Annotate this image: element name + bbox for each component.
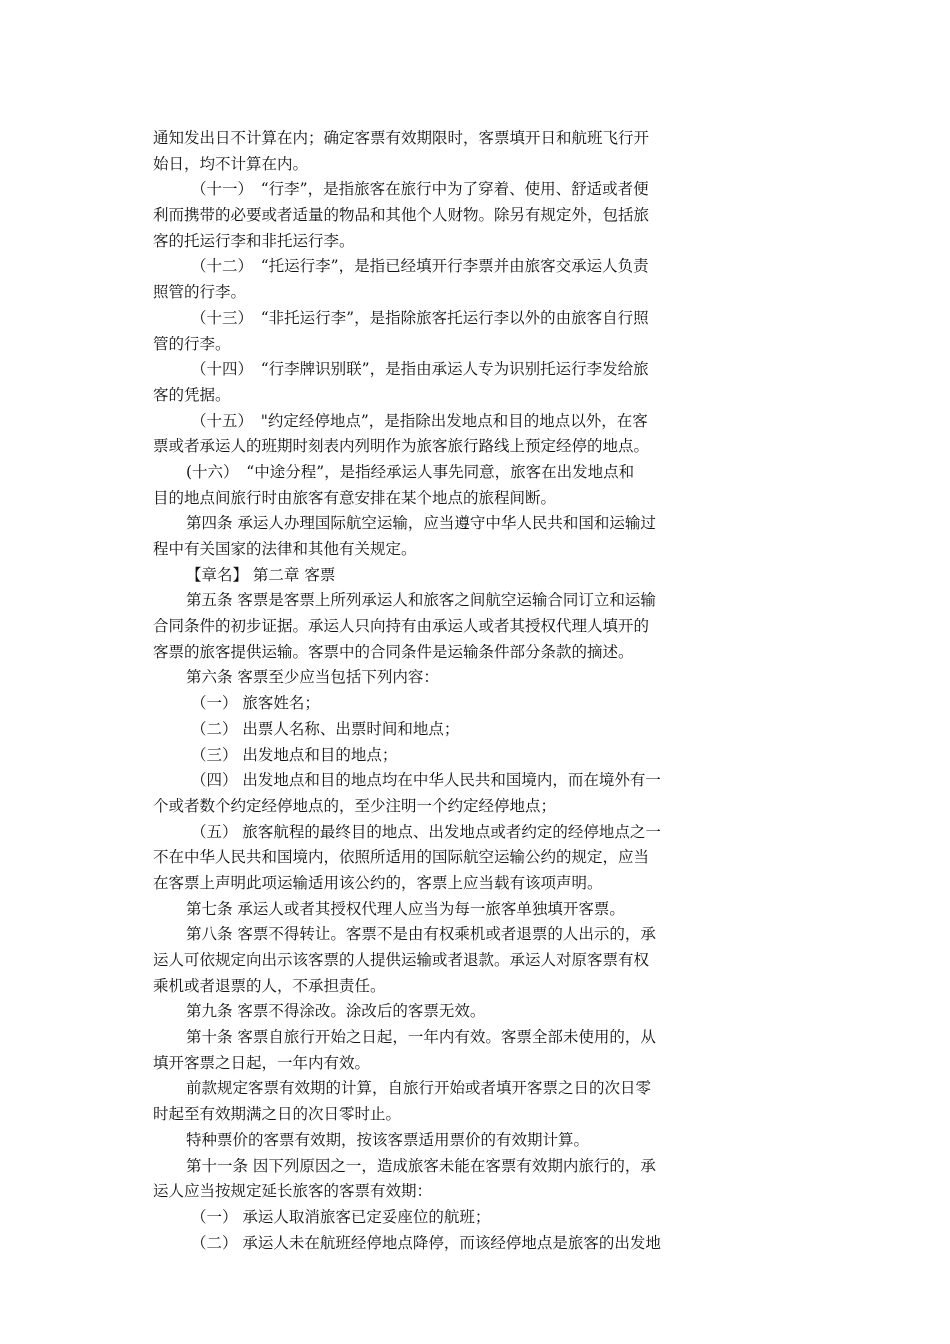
text-line: 利而携带的必要或者适量的物品和其他个人财物。除另有规定外，包括旅	[153, 206, 650, 225]
document-body	[153, 126, 713, 1256]
text-line: 【章名】 第二章 客票	[186, 565, 336, 584]
text-line: 运人可依规定向出示该客票的人提供运输或者退款。承运人对原客票有权	[153, 951, 650, 969]
text-line: 第十条 客票自旅行开始之日起，一年内有效。客票全部未使用的，从	[186, 1028, 656, 1047]
text-line: （一） 承运人取消旅客已定妥座位的航班；	[191, 1207, 491, 1226]
text-line: （一） 旅客姓名；	[191, 694, 320, 713]
text-line: 特种票价的客票有效期，按该客票适用票价的有效期计算。	[186, 1130, 590, 1149]
text-line: 前款规定客票有效期的计算，自旅行开始或者填开客票之日的次日零	[186, 1079, 652, 1098]
text-line: （二） 承运人未在航班经停地点降停，而该经停地点是旅客的出发地	[191, 1233, 661, 1252]
text-line: (十六） “中途分程”，是指经承运人事先同意，旅客在出发地点和	[186, 462, 635, 481]
text-line: （二） 出票人名称、出票时间和地点；	[191, 719, 460, 738]
text-line: 客的凭据。	[153, 385, 231, 404]
text-line: （十三） “非托运行李”，是指除旅客托运行李以外的由旅客自行照	[191, 308, 649, 327]
text-line: 程中有关国家的法律和其他有关规定。	[153, 540, 417, 558]
text-line: 合同条件的初步证据。承运人只向持有由承运人或者其授权代理人填开的	[153, 617, 650, 636]
text-line: 票或者承运人的班期时刻表内列明作为旅客旅行路线上预定经停的地点。	[153, 437, 650, 456]
text-line: 第七条 承运人或者其授权代理人应当为每一旅客单独填开客票。	[186, 899, 625, 918]
text-line: 照管的行李。	[153, 283, 247, 302]
text-line: 管的行李。	[153, 334, 231, 353]
text-line: 乘机或者退票的人，不承担责任。	[153, 976, 386, 995]
text-line: 通知发出日不计算在内；确定客票有效期限时，客票填开日和航班飞行开	[153, 129, 650, 147]
text-line: 时起至有效期满之日的次日零时止。	[153, 1105, 402, 1124]
text-line: 填开客票之日起，一年内有效。	[153, 1053, 371, 1072]
text-line: （十二） “托运行李”，是指已经填开行李票并由旅客交承运人负责	[191, 257, 649, 276]
text-line: （十一） “行李”，是指旅客在旅行中为了穿着、使用、舒适或者便	[191, 180, 649, 199]
text-line: 第八条 客票不得转让。客票不是由有权乘机或者退票的人出示的，承	[186, 925, 656, 944]
text-line: 在客票上声明此项运输适用该公约的，客票上应当载有该项声明。	[153, 873, 603, 892]
text-line: 运人应当按规定延长旅客的客票有效期：	[153, 1182, 433, 1201]
text-line: 第六条 客票至少应当包括下列内容：	[186, 668, 439, 687]
text-line: 个或者数个约定经停地点的，至少注明一个约定经停地点；	[153, 796, 557, 815]
text-line: （十四） “行李牌识别联”，是指由承运人专为识别托运行李发给旅	[191, 360, 649, 379]
text-line: 始日，均不计算在内。	[153, 154, 309, 173]
text-line: （十五） "约定经停地点”，是指除出发地点和目的地点以外，在客	[191, 411, 648, 430]
text-line: 客的托运行李和非托运行李。	[153, 231, 355, 250]
text-line: 客票的旅客提供运输。客票中的合同条件是运输条件部分条款的摘述。	[153, 642, 634, 661]
text-line: 目的地点间旅行时由旅客有意安排在某个地点的旅程间断。	[153, 488, 557, 507]
text-line: 第四条 承运人办理国际航空运输，应当遵守中华人民共和国和运输过	[186, 514, 656, 533]
text-line: （四） 出发地点和目的地点均在中华人民共和国境内，而在境外有一	[191, 771, 661, 790]
text-line: 不在中华人民共和国境内，依照所适用的国际航空运输公约的规定，应当	[153, 848, 650, 867]
text-line: 第十一条 因下列原因之一，造成旅客未能在客票有效期内旅行的，承	[186, 1156, 656, 1175]
text-line: 第九条 客票不得涂改。涂改后的客票无效。	[186, 1002, 486, 1021]
text-line: 第五条 客票是客票上所列承运人和旅客之间航空运输合同订立和运输	[186, 591, 656, 610]
text-line: （五） 旅客航程的最终目的地点、出发地点或者约定的经停地点之一	[191, 822, 661, 841]
text-line: （三） 出发地点和目的地点；	[191, 745, 398, 764]
